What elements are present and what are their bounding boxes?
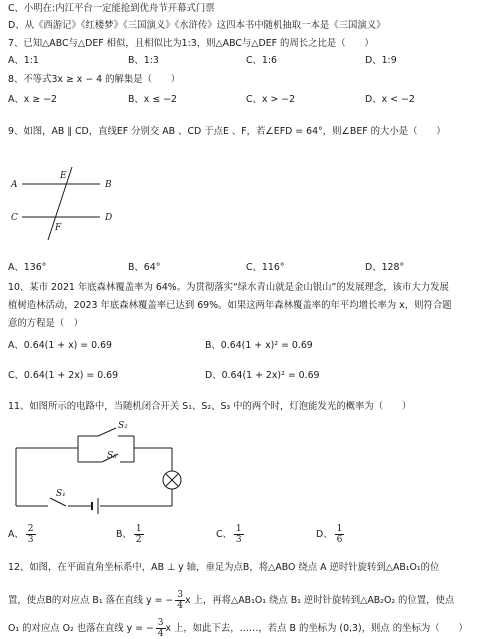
- question-10-line-2: 植树造林活动，2023 年底森林覆盖率已达到 69%。如果这两年森林覆盖率的年平均增长率为 x，则符合题: [8, 300, 452, 311]
- label-s1: S₁: [56, 489, 66, 499]
- q12-line-2-end: x 上，再将△AB₁O₁ 绕点 B₁ 逆时针旋转到△AB₂O₂ 的位置，使点: [185, 595, 455, 606]
- label-c: C: [11, 213, 18, 223]
- q11-option-b[interactable]: [116, 524, 144, 545]
- q9-option-a[interactable]: A、136°: [8, 262, 47, 273]
- q8-option-b[interactable]: B、x ≤ −2: [128, 94, 177, 105]
- denominator: 4: [177, 601, 184, 611]
- question-12-line-2: [8, 590, 454, 611]
- q10-option-b[interactable]: B、0.64(1 + x)² = 0.69: [205, 340, 313, 351]
- denominator: 3: [235, 535, 242, 545]
- q12-line-2-fraction: [175, 590, 185, 611]
- label-f: F: [55, 223, 62, 233]
- q11-option-b-label: B、: [116, 529, 132, 540]
- q12-line-3-fraction: [156, 618, 166, 639]
- q8-option-c[interactable]: C、x > −2: [246, 94, 296, 105]
- denominator: 2: [135, 535, 142, 545]
- q7-option-c[interactable]: C、1:6: [246, 55, 278, 66]
- question-12-line-1: 12、如图，在平面直角坐标系中，AB ⊥ y 轴，垂足为点B，将△ABO 绕点 A 逆时针旋转到△AB₁O₁的位: [8, 562, 440, 573]
- q10-option-d[interactable]: D、0.64(1 + 2x)² = 0.69: [205, 370, 320, 381]
- q11-option-a[interactable]: [8, 524, 36, 545]
- q9-option-c[interactable]: C、116°: [246, 262, 285, 273]
- numerator: 1: [336, 524, 343, 534]
- q7-option-b[interactable]: B、1:3: [128, 55, 159, 66]
- prev-option-d: D、从《西游记》《红楼梦》《三国演义》《水浒传》这四本书中随机抽取一本是《三国演义》: [8, 20, 386, 31]
- denominator: 6: [336, 535, 343, 545]
- q11-option-a-fraction: [26, 524, 36, 545]
- q9-option-b[interactable]: B、64°: [128, 262, 161, 273]
- question-7: 7、已知△ABC与△DEF 相似，且相似比为1:3，则△ABC与△DEF 的周长之比是（ ）: [8, 38, 374, 49]
- numerator: 1: [135, 524, 142, 534]
- q11-option-c-fraction: [234, 524, 244, 545]
- question-11: 11、如图所示的电路中，当随机闭合开关 S₁、S₂、S₃ 中的两个时，灯泡能发光的概率为（ ）: [8, 401, 412, 412]
- q11-option-d-fraction: [335, 524, 345, 545]
- q11-option-d-label: D、: [316, 529, 333, 540]
- denominator: 3: [27, 535, 34, 545]
- numerator: 3: [157, 618, 164, 628]
- q12-line-3-end: x 上，如此下去，……，若点 B 的坐标为 (0,3)，则点 的坐标为（ ）: [165, 623, 468, 634]
- label-b: B: [105, 180, 112, 190]
- question-10-line-3: 意的方程是（ ）: [8, 318, 84, 329]
- prev-option-c: C、小明在:内江平台一定能抢到优舟节开幕式门票: [8, 3, 215, 14]
- question-12-line-3: [8, 618, 468, 639]
- q7-option-d[interactable]: D、1:9: [365, 55, 397, 66]
- q10-option-a[interactable]: A、0.64(1 + x) = 0.69: [8, 340, 112, 351]
- question-8: 8、不等式3x ≥ x − 4 的解集是（ ）: [8, 74, 181, 85]
- q10-option-c[interactable]: C、0.64(1 + 2x) = 0.69: [8, 370, 119, 381]
- question-10-line-1: 10、某市 2021 年底森林覆盖率为 64%。为贯彻落实“绿水青山就是金山银山”的发展理念，该市大力发展: [8, 282, 449, 293]
- label-a: A: [11, 180, 18, 190]
- q8-option-a[interactable]: A、x ≥ −2: [8, 94, 57, 105]
- q12-line-2-start: 置，使点B的对应点 B₁ 落在直线 y = −: [8, 595, 174, 606]
- label-e: E: [60, 171, 67, 181]
- q9-option-d[interactable]: D、128°: [365, 262, 405, 273]
- question-9: 9、如图，AB ∥ CD，直线EF 分别交 AB 、CD 于点E 、F，若∠EFD = 64°，则∠BEF 的大小是（ ）: [8, 126, 446, 137]
- switch-s2: [98, 428, 116, 436]
- q11-option-a-label: A、: [8, 529, 24, 540]
- q11-option-b-fraction: [134, 524, 144, 545]
- switch-s1: [50, 498, 66, 506]
- q11-circuit-figure: [8, 418, 208, 520]
- denominator: 4: [157, 629, 164, 639]
- label-s2: S₂: [118, 421, 128, 431]
- numerator: 2: [27, 524, 34, 534]
- q11-option-c[interactable]: [216, 524, 244, 545]
- q11-option-d[interactable]: [316, 524, 344, 545]
- q8-option-d[interactable]: D、x < −2: [365, 94, 415, 105]
- q7-option-a[interactable]: A、1:1: [8, 55, 39, 66]
- q11-option-c-label: C、: [216, 529, 232, 540]
- q12-line-3-start: O₁ 的对应点 O₂ 也落在直线 y = −: [8, 623, 154, 634]
- label-d: D: [105, 213, 113, 223]
- numerator: 3: [177, 590, 184, 600]
- numerator: 1: [235, 524, 242, 534]
- q9-figure: [8, 164, 128, 244]
- label-s3: S₃: [107, 451, 117, 461]
